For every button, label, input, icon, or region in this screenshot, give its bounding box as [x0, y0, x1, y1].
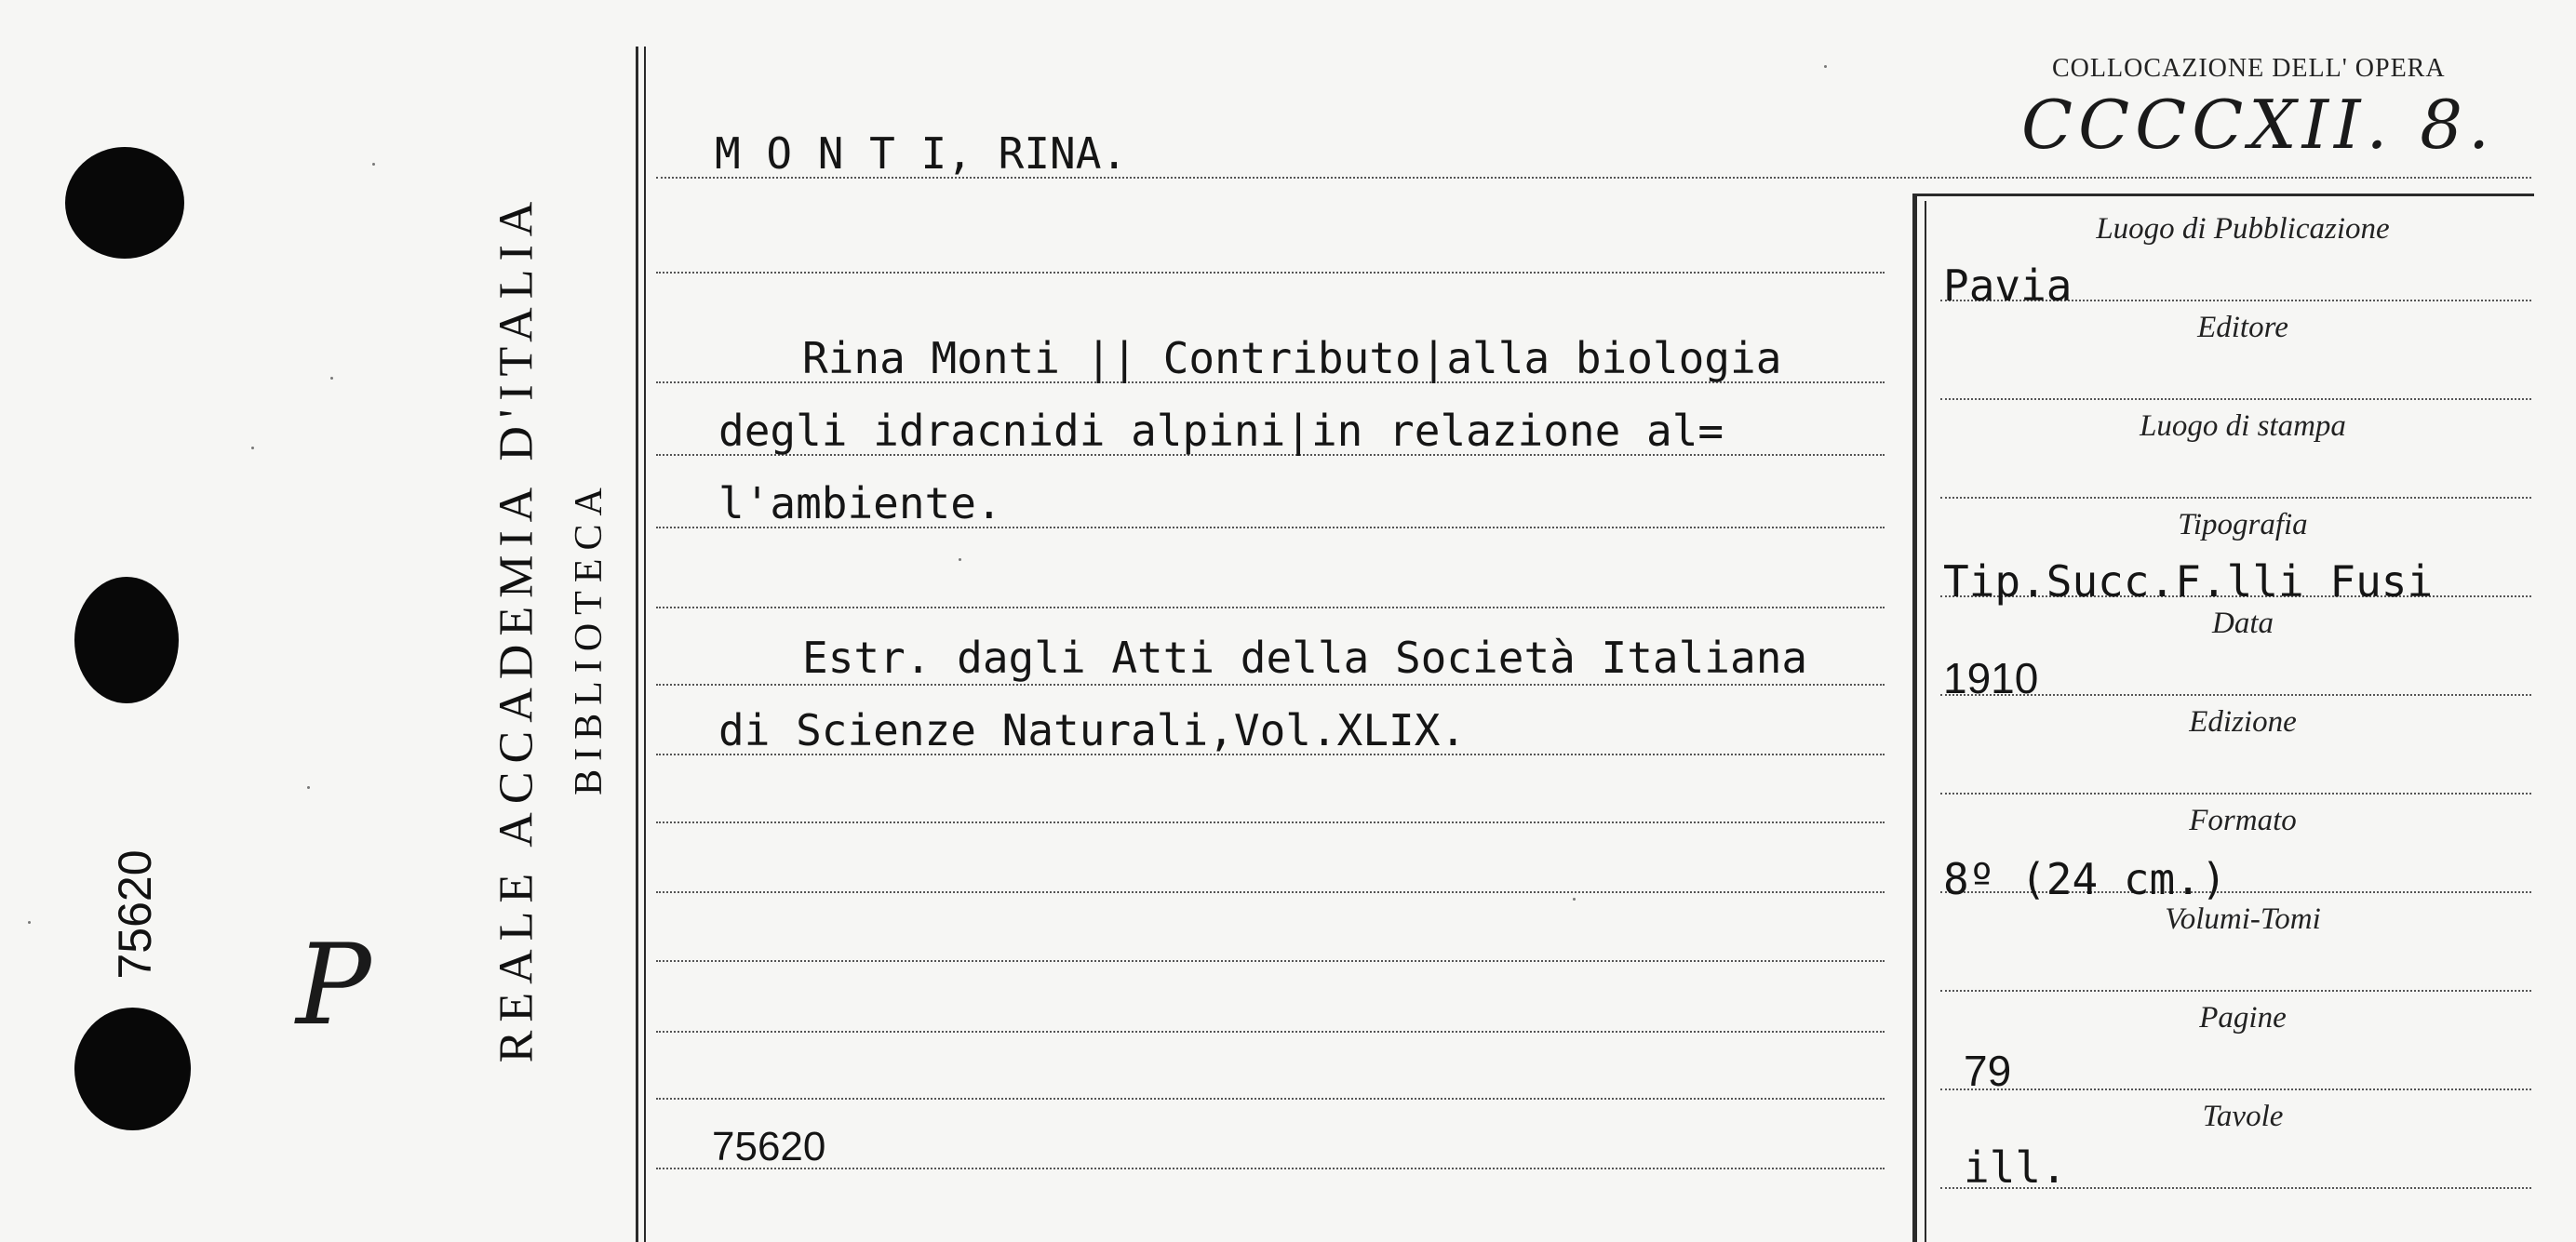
title-line-2: degli idracnidi alpini|in relazione al=	[718, 406, 1724, 456]
scan-speck	[330, 377, 333, 380]
field-value-printer: Tip.Succ.F.lli Fusi	[1943, 556, 2434, 607]
field-label-publisher: Editore	[2197, 311, 2288, 344]
note-line-1: Estr. dagli Atti della Società Italiana	[802, 633, 1808, 683]
punch-hole-bottom	[74, 1008, 191, 1130]
field-rule-publisher	[1940, 398, 2531, 400]
card-left-rule	[636, 47, 638, 1242]
field-value-format: 8º (24 cm.)	[1943, 854, 2227, 904]
author-heading: M O N T I, RINA.	[715, 128, 1128, 179]
field-label-print-place: Luogo di stampa	[2140, 409, 2346, 443]
ruled-line	[656, 1031, 1885, 1033]
scan-speck	[251, 447, 254, 449]
institution-heading: REALE ACCADEMIA D'ITALIA	[490, 193, 543, 1063]
call-number-label: COLLOCAZIONE DELL' OPERA	[2052, 54, 2446, 83]
field-value-plates: ill.	[1964, 1142, 2067, 1193]
field-label-printer: Tipografia	[2178, 508, 2308, 541]
ruled-line	[656, 960, 1885, 962]
field-rule-pages	[1940, 1088, 2531, 1090]
punch-hole-middle	[74, 577, 179, 703]
field-value-place: Pavia	[1943, 260, 2073, 311]
ruled-line	[656, 272, 1885, 274]
scan-speck	[372, 163, 375, 166]
call-number-value: CCCCXII. 8.	[2021, 86, 2495, 164]
ruled-line	[656, 607, 1885, 608]
accession-number-vertical: 75620	[109, 849, 161, 980]
scan-speck	[307, 786, 310, 789]
field-label-format: Formato	[2189, 804, 2297, 837]
department-heading: BIBLIOTECA	[568, 479, 610, 795]
field-value-pages: 79	[1964, 1047, 2012, 1095]
scan-speck	[959, 558, 961, 561]
field-value-date: 1910	[1943, 654, 2039, 702]
fields-box-inner-rule	[1925, 201, 1926, 1242]
field-label-plates: Tavole	[2202, 1100, 2284, 1133]
scan-speck	[28, 921, 31, 924]
field-rule-volumes	[1940, 990, 2531, 992]
field-label-edition: Edizione	[2189, 705, 2297, 739]
title-line-3: l'ambiente.	[718, 478, 1002, 528]
bottom-accession-number: 75620	[712, 1124, 826, 1169]
note-line-2: di Scienze Naturali,Vol.XLIX.	[718, 705, 1467, 755]
ruled-line	[656, 1168, 1885, 1169]
card-left-rule-inner	[644, 47, 646, 1242]
ruled-line	[656, 684, 1885, 686]
title-line-1: Rina Monti || Contributo|alla biologia	[802, 333, 1782, 383]
field-rule-edition	[1940, 793, 2531, 795]
ruled-line	[656, 1098, 1885, 1100]
scan-speck	[1824, 65, 1827, 68]
field-label-volumes: Volumi-Tomi	[2165, 902, 2321, 936]
handwritten-mark: P	[296, 921, 371, 1050]
field-rule-print-place	[1940, 497, 2531, 499]
ruled-line	[656, 891, 1885, 893]
field-label-pages: Pagine	[2199, 1001, 2287, 1035]
scan-speck	[1573, 898, 1576, 901]
field-label-place: Luogo di Pubblicazione	[2096, 212, 2390, 246]
field-label-date: Data	[2212, 607, 2274, 640]
ruled-line	[656, 821, 1885, 823]
punch-hole-top	[65, 147, 184, 259]
